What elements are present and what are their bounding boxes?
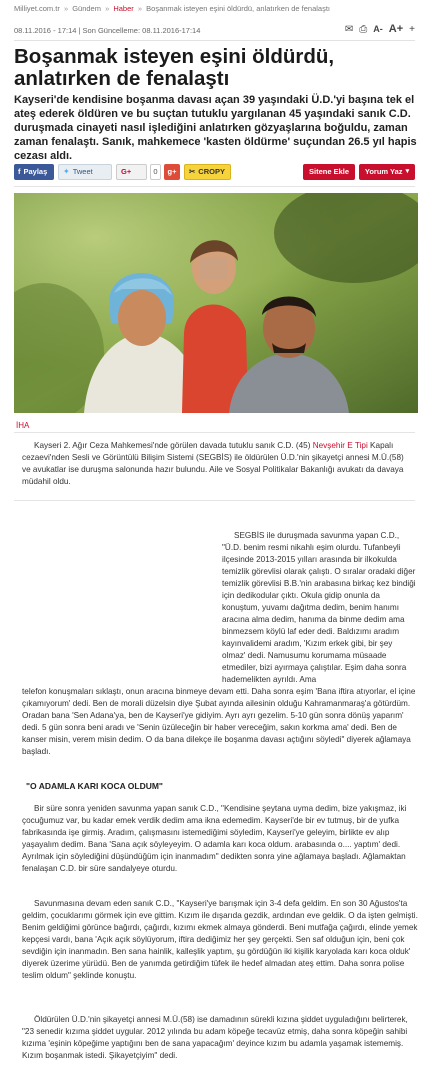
section-subheading: "O ADAMLA KARI KOCA OLDUM" (26, 781, 163, 791)
google-plus-share-button[interactable]: g+ (164, 164, 180, 180)
breadcrumb-separator: » (137, 4, 143, 13)
facebook-share-label: Paylaş (23, 167, 48, 176)
article-lead: Kayseri'de kendisine boşanma davası açan 39 yaşındaki Ü.D.'yi başına tek el ateş ederek öldüren ve bu suçtan tutuklu yargılanan 45 yaşındaki sanık C.D. duruşmada cinayeti nasıl işlediğini anlatırken gözyaşlarına boğuldu, zaman zaman fenalaştı. Sanık, mahkemece 'kasten öldürme' suçundan 26.5 yıl hapis cezası aldı. (14, 94, 417, 162)
breadcrumb-haber-link[interactable]: Haber (113, 4, 134, 13)
sitene-ekle-button[interactable]: Sitene Ekle (303, 164, 355, 180)
cropy-label: CROPY (198, 167, 225, 176)
article-photo (14, 193, 418, 413)
paragraph-1-text-a: Kayseri 2. Ağır Ceza Mahkemesi'nde görülen davada tutuklu sanık C.D. (45) (34, 441, 313, 450)
yorum-yaz-button[interactable] (359, 164, 415, 180)
breadcrumb (14, 4, 330, 13)
print-icon[interactable]: ⎙ (359, 23, 368, 35)
facebook-share-button[interactable] (14, 164, 54, 180)
google-plus-count: 0 (150, 164, 161, 180)
comment-icon: ▾ (405, 168, 410, 175)
header-divider (14, 40, 415, 41)
photo-divider (14, 432, 415, 433)
yorum-yaz-label: Yorum Yaz (364, 167, 403, 176)
scissors-icon: ✂ (189, 167, 196, 176)
paragraph-4: Bir süre sonra yeniden savunma yapan sanık C.D., "Kendisine şeytana uyma dedim, bize yakışmaz, iki çocuğumuz var, bu kadar emek verdik dedim ama ikna edemedim. Kayseri'de bir ev tutmuş, bir de yufka fabrikasında işe girmiş. Aradım, çalışmasını istemediğimi söyledim, Kayseri'ye geleyim, birlikte ev alıp yaşayalım dedim. Bana 'Sana açık söyleyeyim. O adamla karı koca oldum. arabasında o.... yaptım' dedi. Ayrılmak için söylediğini düşündüğüm için inanmadım" dedikten sonra yine ağlamaya başladı. Ağlamaktan fenalaşan C.D. bir süre sandalyeye oturdu. (22, 804, 407, 873)
paragraph-2: SEGBİS ile duruşmada savunma yapan C.D., "Ü.D. benim resmi nikahlı eşim olurdu. Tufanbeyli ilçesinde 2013-2015 yılları arasında bir ilkokulda temizlik görevlisi olarak çalıştı. O sıralar oradaki diğer temizlik görevlisi B.B.'nin arabasına birkaç kez bindiği için dedikodular çıktı. Okula gidip onunla da konuştum, yuvamı dağıtma dedim, benim hanımı aracına alma dedim, hanıma da binme dedim ama binmezsem köylü laf eder dedi. Baldızımı aradım kayınvalidemi aradım, 'Kızım erkek gibi, bir şey olmaz' dedi. Namusumu korumama müsaade etmediler, bizi ayırmaya çalıştılar. Eşim daha sonra hademelikten ayrıldı. Ama (222, 531, 416, 684)
twitter-bird-icon: ✦ (63, 167, 70, 176)
photo-credit: İHA (16, 421, 30, 430)
share-bar (14, 164, 415, 180)
google-plus-one-button[interactable] (116, 164, 147, 180)
twitter-share-button[interactable] (58, 164, 112, 180)
paragraph-3: telefon konuşmaları sıklaştı, onun aracına binmeye devam etti. Daha sonra eşim 'Bana iftira atıyorlar, el içine çıkamıyorum' dedi. Ben de morali düzelsin diye Şubat ayında ailesinin olduğu Kahramanmaraş'a götürdüm. Oradan bana 'Sen Adana'ya, ben de Kayseri'ye gidiyim. Ayrı ayrı gezelim. 5-10 gün sonra dönüş yaparım' dedi. 5 gün sonra beni aradı ve 'Senin üzüleceğin bir haber vereceğim, sakın korkma ama' dedi. Ben de kanser misin, verem misin dedim. O da bana dilekçe ile boşanma davası açtığını söyledi" diyerek ağlamaya başladı. (22, 687, 416, 756)
paragraph-1-text-b: Kapalı cezaevi'nden Sesli ve Görüntülü Bilişim Sistemi (SEGBİS) ile öldürülen Ü.D.'nin şikayetçi annesi M.Ü.(58) ve avukatlar ise duruşma salonunda hazır bulundu. Aile ve Sosyal Politikalar Bakanlığı avukatı da davaya müdahil oldu. (22, 441, 404, 486)
more-tools-button[interactable]: + (409, 23, 415, 35)
font-increase-button[interactable]: A+ (388, 23, 404, 35)
breadcrumb-gundem-link[interactable]: Gündem (72, 4, 101, 13)
share-divider (14, 186, 415, 187)
breadcrumb-site-link[interactable]: Milliyet.com.tr (14, 4, 60, 13)
twitter-share-label: Tweet (72, 167, 93, 176)
article-headline: Boşanmak isteyen eşini öldürdü, anlatırken de fenalaştı (14, 45, 335, 90)
content-divider (14, 500, 415, 501)
mail-icon[interactable]: ✉ (344, 23, 354, 35)
paragraph-6: Öldürülen Ü.D.'nin şikayetçi annesi M.Ü.(58) ise damadının sürekli kızına şiddet uyguladığını belirterek, "23 senedir kızıma şiddet uygular. 2012 yılında bu adam köpeğe tecavüz etmiş, daha sonra köpeğin sahibi kızıma 'eşinin köpeğime yaptığını ben de sana yapacağım' deyince kızım bu adamla yaşamak istememiş. Kızım boşanmak istedi. Şikayetçiyim" dedi. (22, 1015, 408, 1060)
paragraph-1 (22, 440, 414, 488)
breadcrumb-current: Boşanmak isteyen eşini öldürdü, anlatırken de fenalaştı (146, 4, 331, 13)
google-plus-one-label: G+ (121, 167, 132, 176)
article-tools (345, 23, 415, 35)
breadcrumb-separator: » (63, 4, 69, 13)
publish-dateline: 08.11.2016 - 17:14 | Son Güncelleme: 08.11.2016-17:14 (14, 26, 201, 35)
facebook-icon: f (18, 167, 21, 176)
paragraph-5: Savunmasına devam eden sanık C.D., "Kayseri'ye barışmak için 3-4 defa geldim. En son 30 Ağustos'ta geldim, çocuklarımı görmek için eve gittim. Kızım ile dışarıda gezdik, ardından eve geldik. O da işten gelmişti. Benim geldiğimi görünce bağırdı, çağırdı, kızımı ekmek almaya gönderdi. Beni mutfağa çağırdı, elinde yemek kepçesi vardı, bana 'Açık açık söylüyorum, iftira dediğimiz her şey gerçekti. Sen saf olduğun için, beni çok sevdiğin için inanmadın. Ben sana hainlik, kalleşlik yaptım, şu gördüğün iki kişilik karyolada karı koca olduk' diyerek üzerime yürüdü. Ben de yanımda getirdiğim tüfek ile hedef almadan ateş ettim. Daha sonra polise teslim oldum" şeklinde konuştu. (22, 899, 418, 980)
breadcrumb-separator: » (105, 4, 110, 13)
cropy-button[interactable] (184, 164, 231, 180)
article-photo-image (14, 193, 418, 413)
font-decrease-button[interactable]: A- (373, 24, 383, 34)
nevsehir-link[interactable]: Nevşehir E Tipi (312, 441, 368, 450)
